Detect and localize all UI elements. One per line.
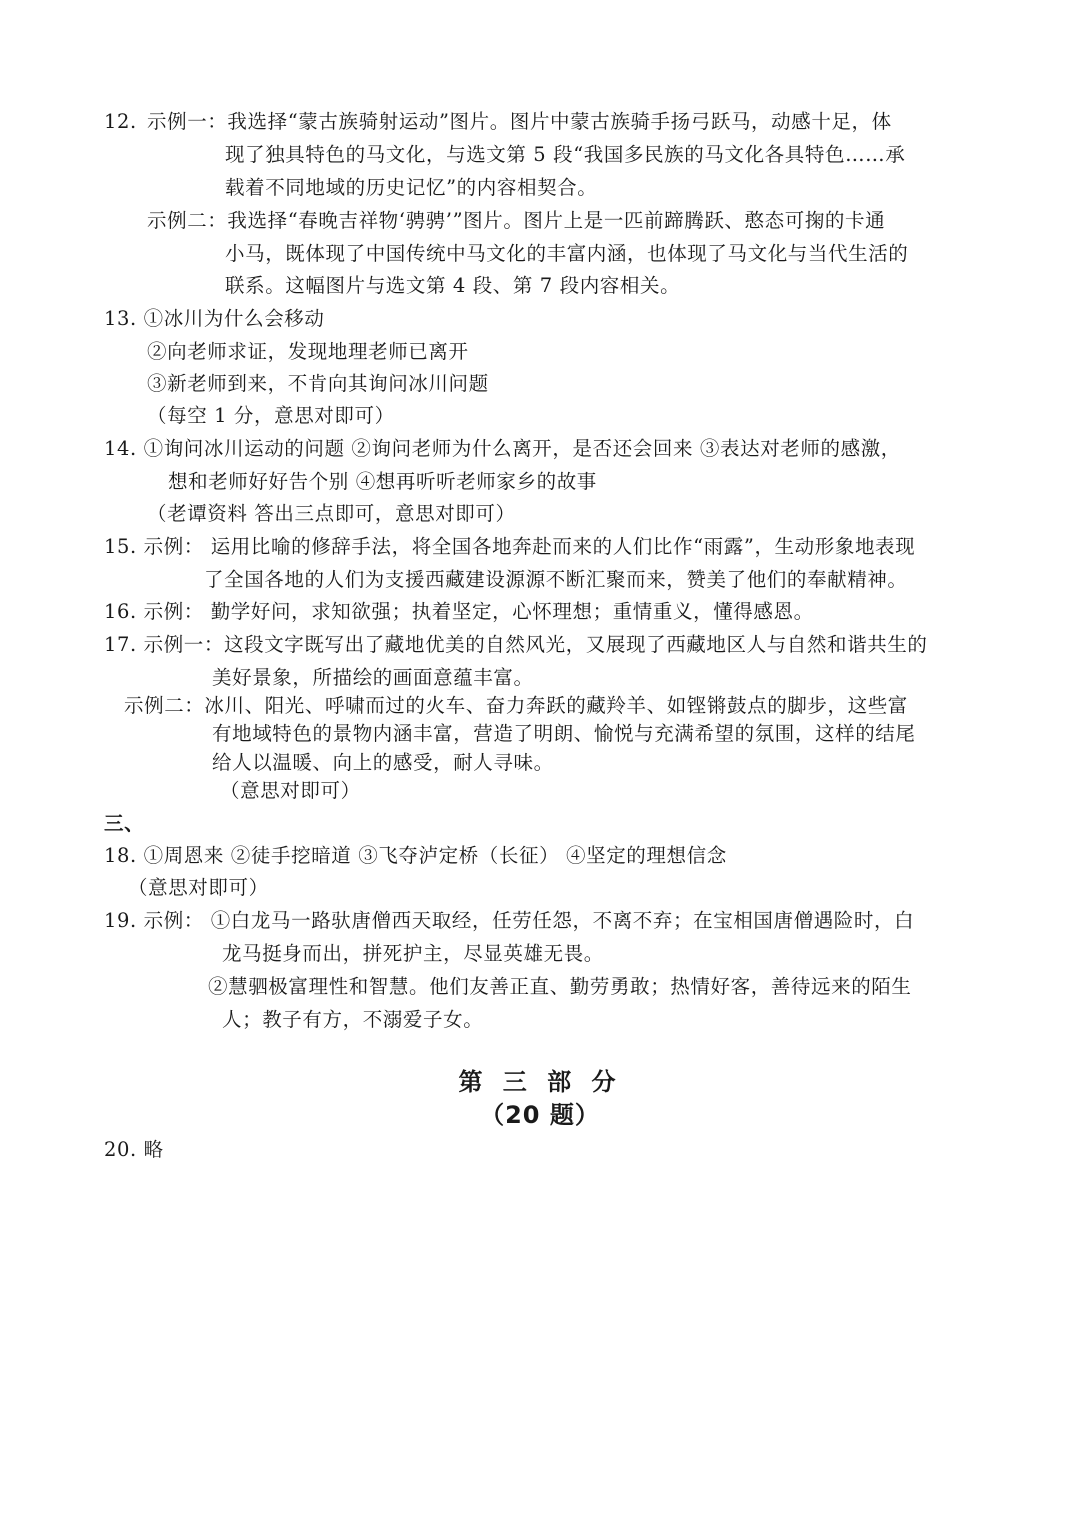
part-three-title: 第 三 部 分 <box>458 1068 622 1096</box>
q15-line-1: 15. 示例： 运用比喻的修辞手法，将全国各地奔赴而来的人们比作“雨露”，生动形象地表现 <box>104 535 916 558</box>
q17-line-2: 美好景象，所描绘的画面意蕴丰富。 <box>212 666 534 689</box>
q17-line-5: 给人以温暖、向上的感受，耐人寻味。 <box>212 751 554 774</box>
q16-line-1: 16. 示例： 勤学好问，求知欲强；执着坚定，心怀理想；重情重义，懂得感恩。 <box>104 600 814 623</box>
q13-line-2: ②向老师求证，发现地理老师已离开 <box>147 340 469 363</box>
q12-number: 12. <box>104 110 137 133</box>
q15-line-2: 了全国各地的人们为支援西藏建设源源不断汇聚而来，赞美了他们的奉献精神。 <box>204 568 908 591</box>
q17-line-1: 17. 示例一：这段文字既写出了藏地优美的自然风光，又展现了西藏地区人与自然和谐共生的 <box>104 633 928 656</box>
q19-line-2: 龙马挺身而出，拼死护主，尽显英雄无畏。 <box>222 942 604 965</box>
q14-line-1: 14. ①询问冰川运动的问题 ②询问老师为什么离开，是否还会回来 ③表达对老师的感激， <box>104 437 901 460</box>
q19-line-4: 人；教子有方，不溺爱子女。 <box>222 1008 484 1031</box>
part-three-subtitle: （20 题） <box>480 1101 600 1129</box>
q17-line-4: 有地域特色的景物内涵丰富，营造了明朗、愉悦与充满希望的氛围，这样的结尾 <box>212 722 916 745</box>
q19-line-1: 19. 示例： ①白龙马一路驮唐僧西天取经，任劳任怨，不离不弃；在宝相国唐僧遇险时，白 <box>104 909 915 932</box>
q12-line-4: 示例二：我选择“春晚吉祥物‘骋骋’”图片。图片上是一匹前蹄腾跃、憨态可掬的卡通 <box>147 209 886 232</box>
q18-line-2: （意思对即可） <box>128 876 269 899</box>
q12-line-3: 载着不同地域的历史记忆”的内容相契合。 <box>225 176 598 199</box>
q17-line-6: （意思对即可） <box>220 779 361 802</box>
q19-line-3: ②慧驷极富理性和智慧。他们友善正直、勤劳勇敢；热情好客，善待远来的陌生 <box>208 975 912 998</box>
q13-line-4: （每空 1 分，意思对即可） <box>147 404 395 427</box>
q12-line-6: 联系。这幅图片与选文第 4 段、第 7 段内容相关。 <box>225 274 681 297</box>
q18-line-1: 18. ①周恩来 ②徒手挖暗道 ③飞夺泸定桥（长征） ④坚定的理想信念 <box>104 844 727 867</box>
q13-line-3: ③新老师到来，不肯向其询问冰川问题 <box>147 372 489 395</box>
q14-line-3: （老谭资料 答出三点即可，意思对即可） <box>147 502 516 525</box>
q17-line-3: 示例二：冰川、阳光、呼啸而过的火车、奋力奔跃的藏羚羊、如铿锵鼓点的脚步，这些富 <box>124 694 908 717</box>
q12-line-1: 示例一：我选择“蒙古族骑射运动”图片。图片中蒙古族骑手扬弓跃马，动感十足，体 <box>147 110 892 133</box>
q12-line-2: 现了独具特色的马文化，与选文第 5 段“我国多民族的马文化各具特色……承 <box>225 143 906 166</box>
q13-line-1: 13. ①冰川为什么会移动 <box>104 307 325 330</box>
q12-line-5: 小马，既体现了中国传统中马文化的丰富内涵，也体现了马文化与当代生活的 <box>225 242 909 265</box>
section-three-label: 三、 <box>104 812 145 835</box>
q14-line-2: 想和老师好好告个别 ④想再听听老师家乡的故事 <box>168 470 597 493</box>
q20-line-1: 20. 略 <box>104 1138 164 1161</box>
